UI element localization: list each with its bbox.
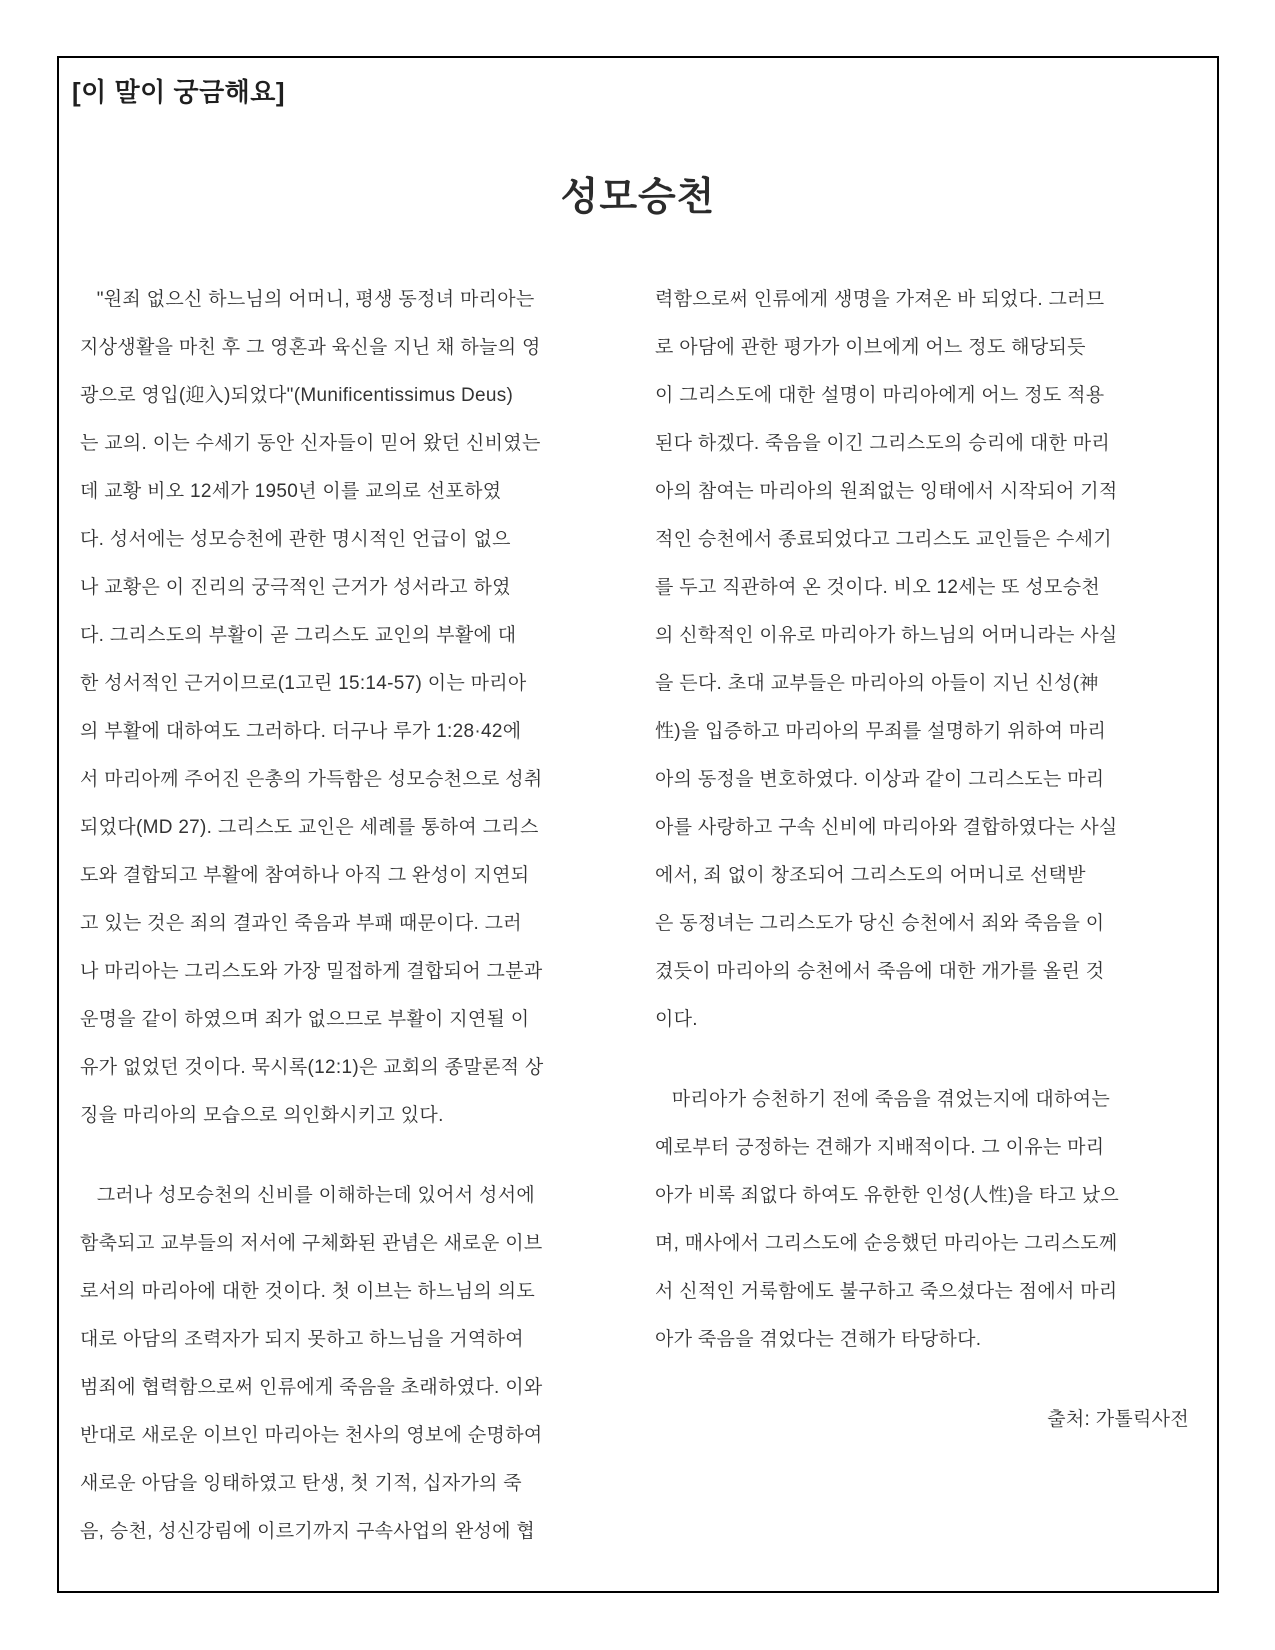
text-line: 되었다(MD 27). 그리스도 교인은 세례를 통하여 그리스 (80, 817, 539, 838)
text-line: 마리아가 승천하기 전에 죽음을 겪었는지에 대하여는 (655, 1089, 1111, 1110)
text-line: 이다. (655, 1009, 698, 1030)
text-line: 대로 아담의 조력자가 되지 못하고 하느님을 거역하여 (80, 1329, 524, 1350)
text-line: 새로운 아담을 잉태하였고 탄생, 첫 기적, 십자가의 죽 (80, 1473, 522, 1494)
text-line: 아의 참여는 마리아의 원죄없는 잉태에서 시작되어 기적 (655, 481, 1118, 502)
text-line: 도와 결합되고 부활에 참여하나 아직 그 완성이 지연되 (80, 865, 530, 886)
paragraph (655, 276, 1147, 1044)
text-line: 나 교황은 이 진리의 궁극적인 근거가 성서라고 하였 (80, 577, 511, 598)
article-columns (80, 276, 1189, 1556)
text-line: 로서의 마리아에 대한 것이다. 첫 이브는 하느님의 의도 (80, 1281, 536, 1302)
text-line: 아를 사랑하고 구속 신비에 마리아와 결합하였다는 사실 (655, 817, 1118, 838)
text-line: 반대로 새로운 이브인 마리아는 천사의 영보에 순명하여 (80, 1425, 543, 1446)
text-line: 데 교황 비오 12세가 1950년 이를 교의로 선포하였 (80, 481, 502, 502)
text-line: 이 그리스도에 대한 설명이 마리아에게 어느 정도 적용 (655, 385, 1105, 406)
article-column-left (80, 276, 572, 1556)
text-line: 함축되고 교부들의 저서에 구체화된 관념은 새로운 이브 (80, 1233, 543, 1254)
text-line: 한 성서적인 근거이므로(1고린 15:14-57) 이는 마리아 (80, 673, 527, 694)
text-line: "원죄 없으신 하느님의 어머니, 평생 동정녀 마리아는 (80, 289, 535, 310)
article-column-right (655, 276, 1189, 1556)
text-line: 겼듯이 마리아의 승천에서 죽음에 대한 개가를 올린 것 (655, 961, 1105, 982)
text-line: 에서, 죄 없이 창조되어 그리스도의 어머니로 선택받 (655, 865, 1086, 886)
text-line: 를 두고 직관하여 온 것이다. 비오 12세는 또 성모승천 (655, 577, 1101, 598)
text-line: 서 신적인 거룩함에도 불구하고 죽으셨다는 점에서 마리 (655, 1281, 1118, 1302)
text-line: 적인 승천에서 종료되었다고 그리스도 교인들은 수세기 (655, 529, 1112, 550)
text-line: 아가 비록 죄없다 하여도 유한한 인성(人性)을 타고 났으 (655, 1185, 1119, 1206)
text-line: 운명을 같이 하였으며 죄가 없으므로 부활이 지연될 이 (80, 1009, 530, 1030)
text-line: 고 있는 것은 죄의 결과인 죽음과 부패 때문이다. 그러 (80, 913, 522, 934)
section-label: [이 말이 궁금해요] (72, 77, 286, 107)
paragraph (655, 1076, 1147, 1364)
text-line: 서 마리아께 주어진 은총의 가득함은 성모승천으로 성취 (80, 769, 543, 790)
text-line: 로 아담에 관한 평가가 이브에게 어느 정도 해당되듯 (655, 337, 1086, 358)
text-line: 징을 마리아의 모습으로 의인화시키고 있다. (80, 1105, 444, 1126)
text-line: 다. 성서에는 성모승천에 관한 명시적인 언급이 없으 (80, 529, 511, 550)
source-credit: 출처: 가톨릭사전 (1047, 1409, 1189, 1430)
text-line: 예로부터 긍정하는 견해가 지배적이다. 그 이유는 마리 (655, 1137, 1105, 1158)
text-line: 지상생활을 마친 후 그 영혼과 육신을 지닌 채 하늘의 영 (80, 337, 541, 358)
text-line: 음, 승천, 성신강림에 이르기까지 구속사업의 완성에 협 (80, 1521, 536, 1542)
text-line: 그러나 성모승천의 신비를 이해하는데 있어서 성서에 (80, 1185, 536, 1206)
text-line: 아의 동정을 변호하였다. 이상과 같이 그리스도는 마리 (655, 769, 1105, 790)
text-line: 된다 하겠다. 죽음을 이긴 그리스도의 승리에 대한 마리 (655, 433, 1111, 454)
text-line: 유가 없었던 것이다. 묵시록(12:1)은 교회의 종말론적 상 (80, 1057, 544, 1078)
text-line: 아가 죽음을 겪었다는 견해가 타당하다. (655, 1329, 982, 1350)
page-title: 성모승천 (560, 176, 716, 219)
paragraph (80, 1172, 572, 1556)
text-line: 며, 매사에서 그리스도에 순응했던 마리아는 그리스도께 (655, 1233, 1118, 1254)
text-line: 다. 그리스도의 부활이 곧 그리스도 교인의 부활에 대 (80, 625, 517, 646)
text-line: 나 마리아는 그리스도와 가장 밀접하게 결합되어 그분과 (80, 961, 543, 982)
page-border-frame (57, 56, 1219, 1593)
text-line: 범죄에 협력함으로써 인류에게 죽음을 초래하였다. 이와 (80, 1377, 543, 1398)
text-line: 의 부활에 대하여도 그러하다. 더구나 루가 1:28·42에 (80, 721, 522, 742)
text-line: 의 신학적인 이유로 마리아가 하느님의 어머니라는 사실 (655, 625, 1118, 646)
paragraph (80, 276, 572, 1140)
text-line: 는 교의. 이는 수세기 동안 신자들이 믿어 왔던 신비였는 (80, 433, 541, 454)
text-line: 력함으로써 인류에게 생명을 가져온 바 되었다. 그러므 (655, 289, 1105, 310)
text-line: 을 든다. 초대 교부들은 마리아의 아들이 지닌 신성(神 (655, 673, 1099, 694)
text-line: 性)을 입증하고 마리아의 무죄를 설명하기 위하여 마리 (655, 721, 1107, 742)
text-line: 광으로 영입(迎入)되었다"(Munificentissimus Deus) (80, 385, 514, 406)
text-line: 은 동정녀는 그리스도가 당신 승천에서 죄와 죽음을 이 (655, 913, 1105, 934)
